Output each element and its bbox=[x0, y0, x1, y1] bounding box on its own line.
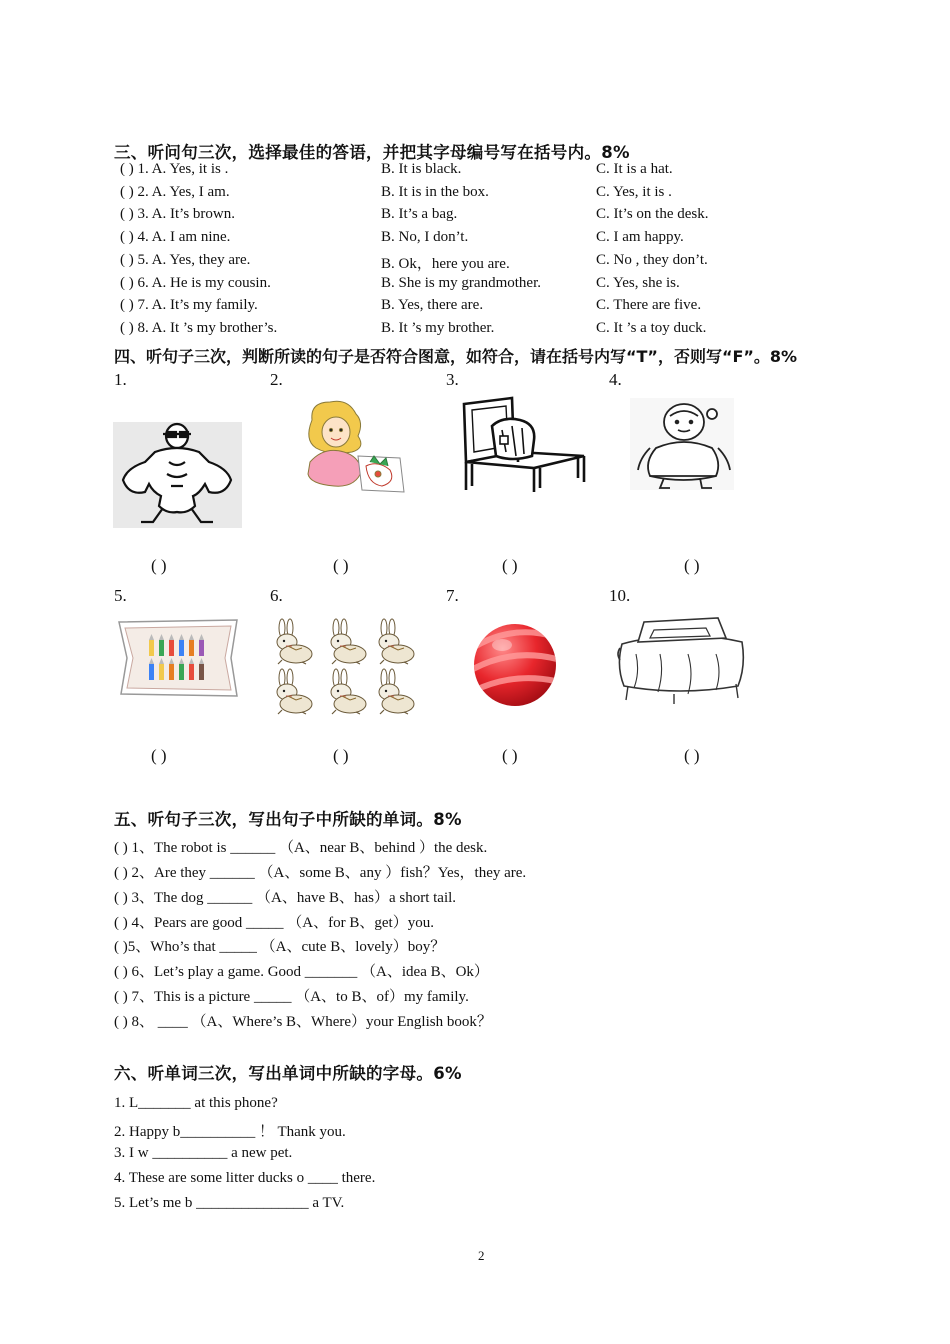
answer-paren-7[interactable]: ( ) bbox=[502, 746, 518, 765]
option-b: B. It’s a bag. bbox=[381, 206, 458, 223]
girl-with-picture-icon bbox=[300, 400, 408, 494]
option-b: B. She is my grandmother. bbox=[381, 274, 541, 291]
picture-number-3: 3. bbox=[446, 370, 459, 389]
answer-paren-4[interactable]: ( ) bbox=[684, 556, 700, 575]
picture-number-4: 4. bbox=[609, 370, 622, 389]
section6-title: 六、听单词三次，写出单词中所缺的字母。6% bbox=[114, 1064, 462, 1083]
question-row bbox=[114, 275, 854, 297]
strong-man-icon bbox=[113, 422, 242, 528]
option-a: ( ) 3. A. It’s brown. bbox=[120, 206, 235, 223]
question-row bbox=[114, 206, 854, 228]
s5-item-8: ( ) 8、 ____ （A、Where’s B、Where）your English book？ bbox=[114, 1014, 492, 1030]
picture-number-6: 6. bbox=[270, 586, 283, 605]
page-number: 2 bbox=[478, 1248, 485, 1263]
option-c: C. Yes, she is. bbox=[596, 274, 680, 291]
question-row bbox=[114, 184, 854, 206]
answer-paren-1[interactable]: ( ) bbox=[151, 556, 167, 575]
s6-item-5: 5. Let’s me b _______________ a TV. bbox=[114, 1195, 345, 1211]
s5-item-2: ( ) 2、Are they ______ （A、some B、any ）fish？Yes，they are. bbox=[114, 865, 527, 881]
option-c: C. It’s on the desk. bbox=[596, 206, 709, 223]
picture-number-5: 5. bbox=[114, 586, 127, 605]
s5-item-7: ( ) 7、This is a picture _____ （A、to B、of）my family. bbox=[114, 989, 469, 1005]
answer-paren-2[interactable]: ( ) bbox=[333, 556, 349, 575]
section4-title: 四、听句子三次，判断所读的句子是否符合图意，如符合，请在括号内写“T”，否则写“F”。8% bbox=[114, 347, 798, 366]
question-row bbox=[114, 252, 854, 274]
fat-woman-icon bbox=[630, 398, 734, 490]
table-with-box-icon bbox=[614, 614, 750, 706]
question-row bbox=[114, 297, 854, 319]
answer-paren-6[interactable]: ( ) bbox=[333, 746, 349, 765]
option-a: ( ) 7. A. It’s my family. bbox=[120, 297, 258, 314]
question-row bbox=[114, 229, 854, 251]
answer-paren-10[interactable]: ( ) bbox=[684, 746, 700, 765]
answer-paren-3[interactable]: ( ) bbox=[502, 556, 518, 575]
option-b: B. Ok，here you are. bbox=[381, 255, 510, 272]
option-c: C. There are five. bbox=[596, 297, 702, 314]
option-b: B. Yes, there are. bbox=[381, 297, 484, 314]
picture-number-7: 7. bbox=[446, 586, 459, 605]
section5-title: 五、听句子三次，写出句子中所缺的单词。8% bbox=[114, 810, 462, 829]
option-c: C. No , they don’t. bbox=[596, 251, 708, 268]
option-a: ( ) 8. A. It ’s my brother’s. bbox=[120, 319, 278, 336]
s5-item-3: ( ) 3、The dog ______ （A、have B、has）a short tail. bbox=[114, 890, 457, 906]
crayons-box-icon bbox=[117, 618, 239, 698]
s6-item-2: 2. Happy b__________ ！ Thank you. bbox=[114, 1124, 346, 1140]
option-a: ( ) 2. A. Yes, I am. bbox=[120, 183, 230, 200]
option-a: ( ) 4. A. I am nine. bbox=[120, 229, 231, 246]
answer-paren-5[interactable]: ( ) bbox=[151, 746, 167, 765]
question-row bbox=[114, 161, 854, 183]
question-row bbox=[114, 320, 854, 342]
section3-title: 三、听问句三次，选择最佳的答语，并把其字母编号写在括号内。8% bbox=[114, 143, 630, 162]
picture-number-1: 1. bbox=[114, 370, 127, 389]
s6-item-1: 1. L_______ at this phone? bbox=[114, 1095, 278, 1111]
s5-item-1: ( ) 1、The robot is ______ （A、near B、behind ）the desk. bbox=[114, 840, 488, 856]
option-a: ( ) 1. A. Yes, it is . bbox=[120, 161, 229, 177]
option-b: B. It ’s my brother. bbox=[381, 319, 495, 336]
s6-item-4: 4. These are some litter ducks o ____ there. bbox=[114, 1170, 376, 1186]
option-a: ( ) 5. A. Yes, they are. bbox=[120, 251, 251, 268]
chair-with-bag-icon bbox=[460, 396, 588, 492]
s6-item-3: 3. I w __________ a new pet. bbox=[114, 1145, 293, 1161]
six-rabbits-icon bbox=[270, 620, 416, 716]
option-c: C. It ’s a toy duck. bbox=[596, 319, 707, 336]
picture-number-10: 10. bbox=[609, 586, 631, 605]
s5-item-4: ( ) 4、Pears are good _____ （A、for B、get）you. bbox=[114, 915, 434, 931]
option-a: ( ) 6. A. He is my cousin. bbox=[120, 274, 271, 291]
s5-item-6: ( ) 6、Let’s play a game. Good _______ （A、idea B、Ok） bbox=[114, 964, 489, 980]
option-c: C. I am happy. bbox=[596, 229, 684, 246]
option-b: B. It is in the box. bbox=[381, 183, 489, 200]
red-ball-icon bbox=[472, 621, 558, 709]
option-c: C. Yes, it is . bbox=[596, 183, 672, 200]
option-b: B. It is black. bbox=[381, 161, 462, 177]
option-c: C. It is a hat. bbox=[596, 161, 673, 177]
picture-number-2: 2. bbox=[270, 370, 283, 389]
s5-item-5: ( )5、Who’s that _____ （A、cute B、lovely）boy？ bbox=[114, 939, 446, 955]
option-b: B. No, I don’t. bbox=[381, 229, 469, 246]
